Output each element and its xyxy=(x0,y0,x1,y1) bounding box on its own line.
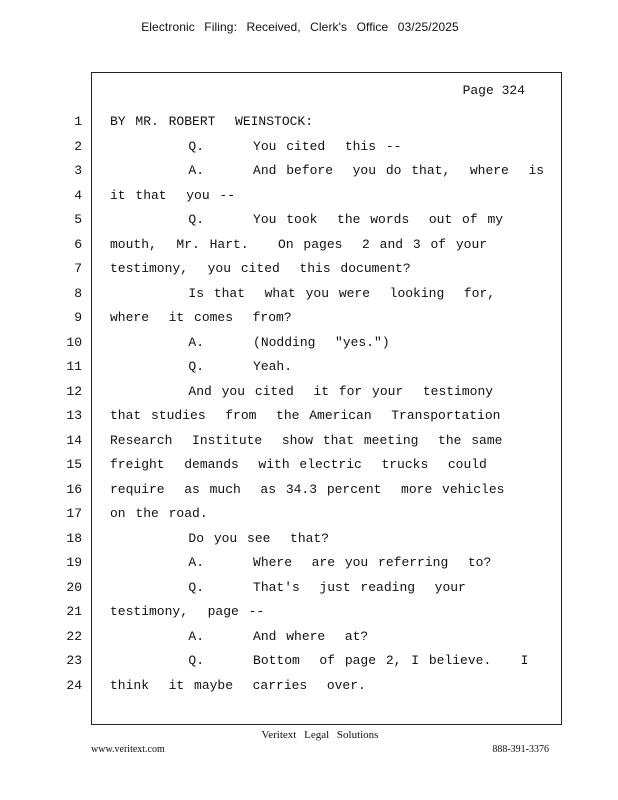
line-number: 8 xyxy=(74,285,82,301)
transcript-line xyxy=(0,600,618,624)
line-text: A. (Nodding "yes.") xyxy=(110,334,390,350)
footer-website: www.veritext.com xyxy=(91,744,165,755)
transcript-line xyxy=(0,429,618,453)
line-number: 7 xyxy=(74,261,82,276)
transcript-line xyxy=(0,331,618,355)
transcript-line xyxy=(0,208,618,232)
transcript-line xyxy=(0,404,618,428)
line-text: freight demands with electric trucks could xyxy=(110,457,487,472)
transcript-line xyxy=(0,135,618,159)
footer-phone: 888-391-3376 xyxy=(492,744,549,755)
line-number: 18 xyxy=(66,530,82,546)
line-number: 21 xyxy=(66,604,82,619)
transcript-line xyxy=(0,551,618,575)
line-text: Q. You cited this -- xyxy=(110,138,402,154)
line-number: 23 xyxy=(66,653,82,668)
transcript-line xyxy=(0,674,618,698)
line-number: 13 xyxy=(66,408,82,423)
transcript-line xyxy=(0,576,618,600)
line-text: require as much as 34.3 percent more vehicles xyxy=(110,481,505,497)
line-text: that studies from the American Transportation xyxy=(110,408,501,423)
transcript-line xyxy=(0,355,618,379)
line-number: 24 xyxy=(66,677,82,693)
line-text: Q. Yeah. xyxy=(110,359,293,374)
page-number: Page 324 xyxy=(462,83,525,98)
transcript-line xyxy=(0,453,618,477)
footer-company: Veritext Legal Solutions xyxy=(261,729,379,741)
line-number: 14 xyxy=(66,432,82,448)
transcript-line xyxy=(0,184,618,208)
transcript-line xyxy=(0,380,618,404)
transcript-line xyxy=(0,527,618,551)
transcript-line xyxy=(0,502,618,526)
transcript-line xyxy=(0,649,618,673)
line-text: BY MR. ROBERT WEINSTOCK: xyxy=(110,114,314,129)
line-text: Research Institute show that meeting the same xyxy=(110,432,503,448)
line-text: testimony, you cited this document? xyxy=(110,261,411,276)
line-text: And you cited it for your testimony xyxy=(110,383,494,399)
line-text: A. Where are you referring to? xyxy=(110,555,492,570)
line-number: 17 xyxy=(66,506,82,521)
line-text: it that you -- xyxy=(110,187,236,203)
transcript-line xyxy=(0,625,618,649)
line-text: Do you see that? xyxy=(110,530,330,546)
transcript-line xyxy=(0,159,618,183)
transcript-line xyxy=(0,257,618,281)
transcript-line xyxy=(0,306,618,330)
line-number: 10 xyxy=(66,334,82,350)
line-number: 19 xyxy=(66,555,82,570)
line-number: 16 xyxy=(66,481,82,497)
transcript-line xyxy=(0,478,618,502)
line-text: testimony, page -- xyxy=(110,604,265,619)
line-text: Is that what you were looking for, xyxy=(110,285,496,301)
line-text: A. And where at? xyxy=(110,628,369,644)
line-text: Q. Bottom of page 2, I believe. I xyxy=(110,653,529,668)
line-text: mouth, Mr. Hart. On pages 2 and 3 of your xyxy=(110,236,488,252)
transcript-line xyxy=(0,233,618,257)
line-number: 22 xyxy=(66,628,82,644)
line-number: 11 xyxy=(66,359,82,374)
filing-stamp: Electronic Filing: Received, Clerk's Office 03/25/2025 xyxy=(141,20,459,34)
line-text: Q. That's just reading your xyxy=(110,579,466,595)
line-text: on the road. xyxy=(110,506,208,521)
line-number: 9 xyxy=(74,310,82,325)
line-text: A. And before you do that, where is xyxy=(110,163,545,178)
line-number: 1 xyxy=(74,114,82,129)
line-number: 6 xyxy=(74,236,82,252)
line-number: 3 xyxy=(74,163,82,178)
line-number: 2 xyxy=(74,138,82,154)
transcript-line xyxy=(0,110,618,134)
line-number: 15 xyxy=(66,457,82,472)
transcript-line xyxy=(0,282,618,306)
line-number: 12 xyxy=(66,383,82,399)
line-number: 5 xyxy=(74,212,82,227)
line-number: 20 xyxy=(66,579,82,595)
line-text: think it maybe carries over. xyxy=(110,677,366,693)
line-text: Q. You took the words out of my xyxy=(110,212,504,227)
line-number: 4 xyxy=(74,187,82,203)
line-text: where it comes from? xyxy=(110,310,292,325)
